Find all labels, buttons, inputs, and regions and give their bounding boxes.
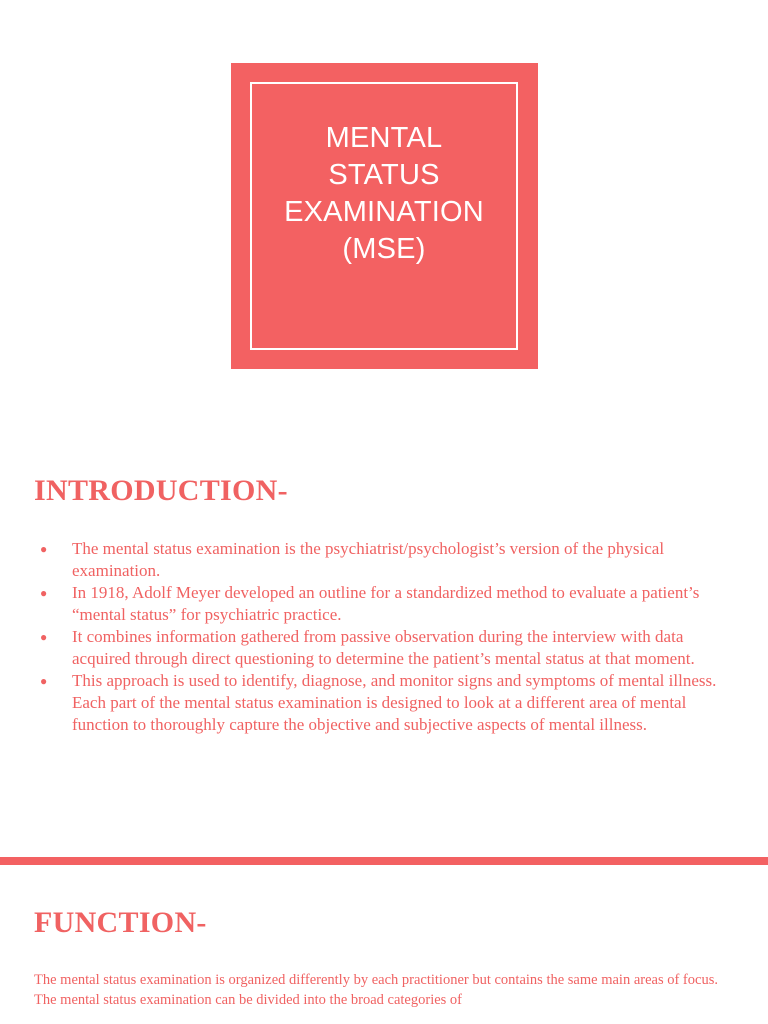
introduction-bullet-list bbox=[34, 538, 744, 736]
section-divider bbox=[0, 857, 768, 865]
title-line: MENTAL bbox=[325, 122, 443, 154]
title-line: EXAMINATION bbox=[284, 196, 484, 228]
function-paragraph: The mental status examination is organized differently by each practitioner but contains the same main areas of focus. The mental status examination can be divided into the broad categories of bbox=[34, 972, 718, 1008]
title-line: STATUS bbox=[328, 159, 440, 191]
function-heading: FUNCTION- bbox=[34, 906, 207, 939]
document-title bbox=[284, 120, 484, 268]
title-line: (MSE) bbox=[342, 233, 426, 265]
title-card bbox=[231, 63, 538, 369]
bullet-item: ● In 1918, Adolf Meyer developed an outline for a standardized method to evaluate a patient’s “mental status” for psychiatric practice. bbox=[34, 582, 744, 626]
introduction-heading: INTRODUCTION- bbox=[34, 474, 288, 507]
bullet-item: ● It combines information gathered from passive observation during the interview with data acquired through direct questioning to determine the patient’s mental status at that moment. bbox=[34, 626, 744, 670]
bullet-item: ● The mental status examination is the psychiatrist/psychologist’s version of the physical examination. bbox=[34, 538, 744, 582]
bullet-item: ● This approach is used to identify, diagnose, and monitor signs and symptoms of mental illness. Each part of the mental status examination is designed to look at a different area of mental function to thoroughly capture the objective and subjective aspects of mental illness. bbox=[34, 670, 744, 736]
title-card-frame bbox=[250, 82, 518, 350]
